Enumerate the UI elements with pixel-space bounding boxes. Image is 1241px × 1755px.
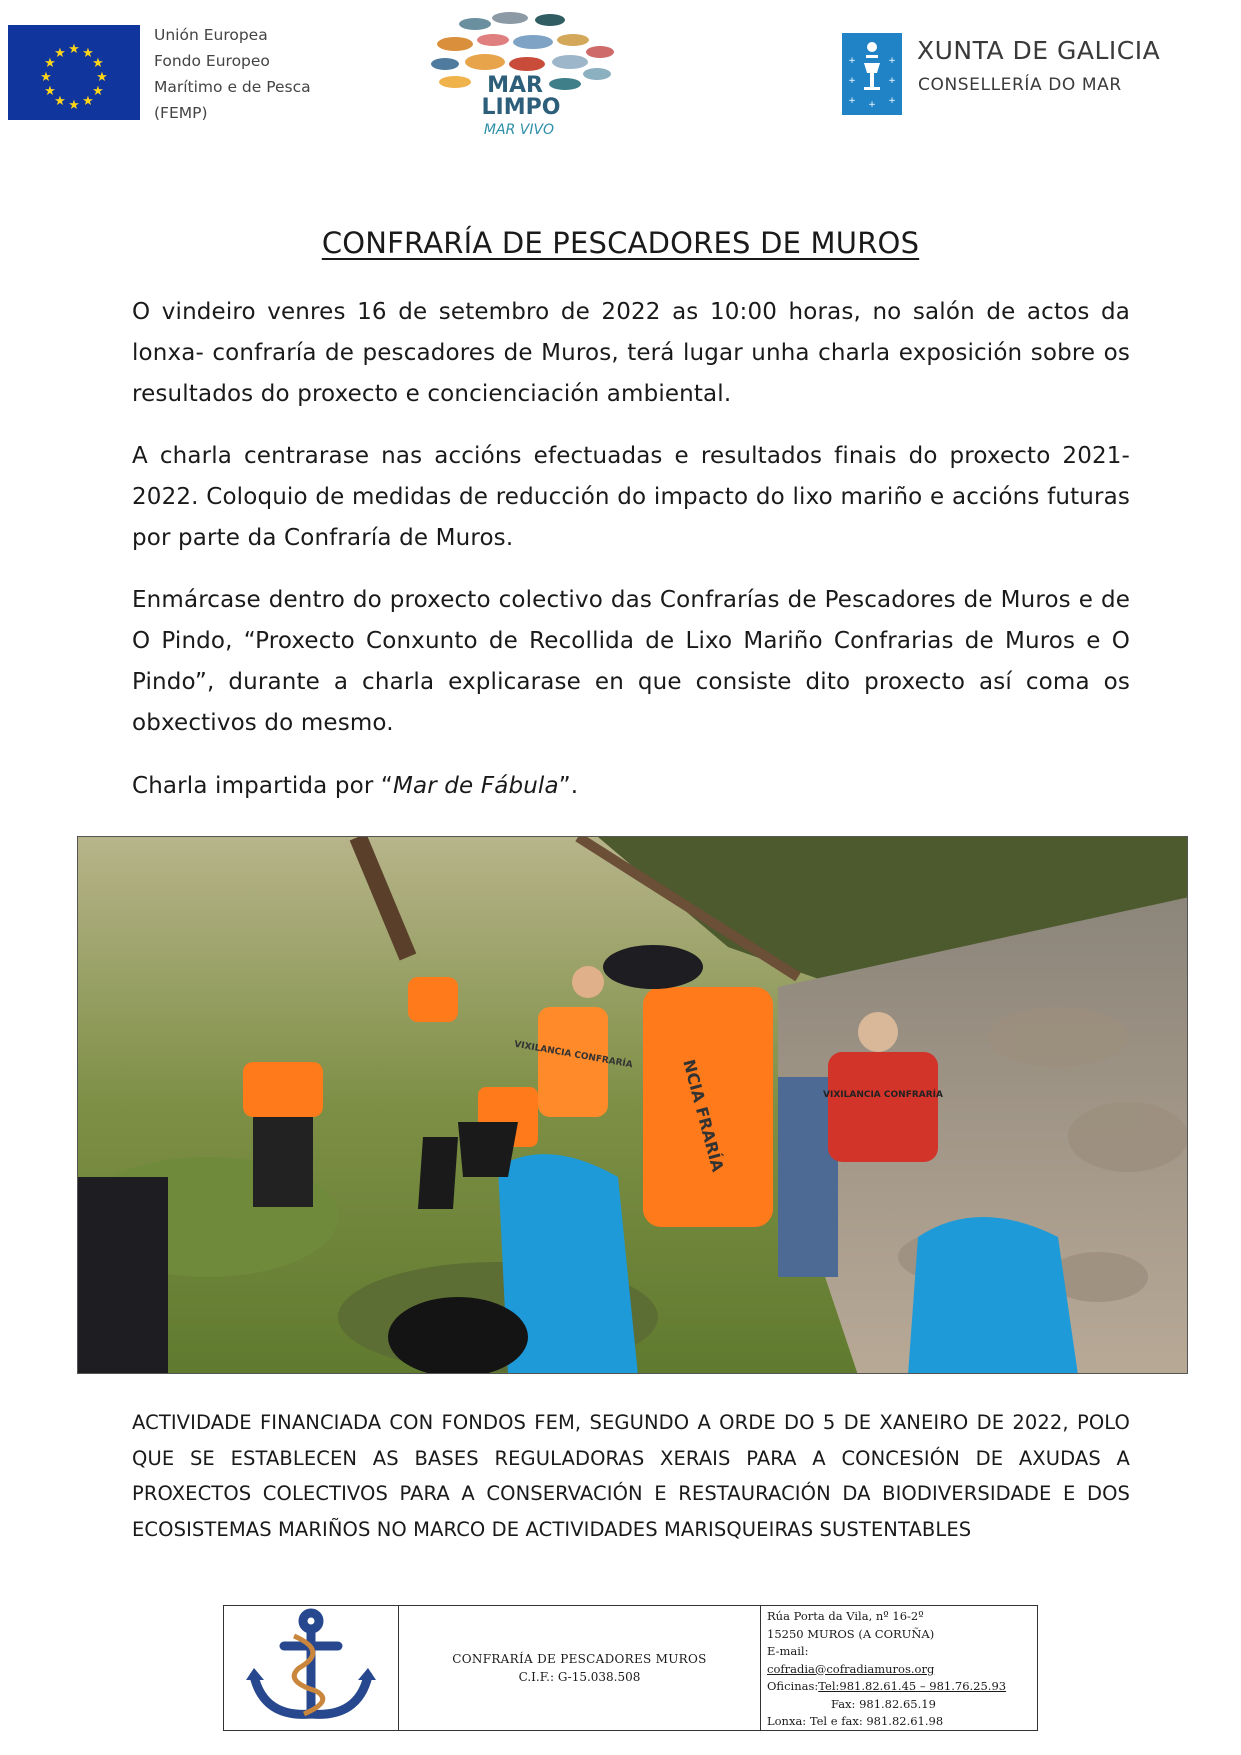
footer-address-line-1: Rúa Porta da Vila, nº 16-2º	[767, 1609, 924, 1623]
footer-fax: Fax: 981.82.65.19	[831, 1696, 936, 1711]
eu-stars-icon	[8, 25, 140, 120]
svg-text:+: +	[848, 76, 856, 86]
paragraph-project-context: Enmárcase dentro do proxecto colectivo das Confrarías de Pescadores de Muros e de O Pindo, “Proxecto Conxunto de Recollida de Lixo Mariño Confrarias de Muros e O Pindo”, durante a charla explicarase en que consiste dito proxecto así coma os obxectivos do mesmo.	[132, 587, 1130, 736]
eu-text-line-2: Fondo Europeo	[154, 52, 270, 70]
mar-limpo-line2: LIMPO	[481, 95, 561, 120]
svg-text:★: ★	[54, 94, 66, 109]
footer-lonxa: Lonxa: Tel e fax: 981.82.61.98	[767, 1714, 944, 1728]
svg-text:★: ★	[92, 84, 104, 99]
footer-oficinas-phone: Tel:981.82.61.45 – 981.76.25.93	[818, 1679, 1007, 1693]
page-title: CONFRARÍA DE PESCADORES DE MUROS	[321, 226, 920, 260]
vest-text-2: NCIA FRARÍA	[679, 1057, 728, 1174]
paragraph-announcement: O vindeiro venres 16 de setembro de 2022 as 10:00 horas, no salón de actos da lonxa- confraría de pescadores de Muros, terá lugar unha charla exposición sobre os resultados do proxecto e concienciación ambiental.	[132, 299, 1130, 407]
svg-text:+: +	[888, 76, 896, 86]
speaker-prefix: Charla impartida por “	[132, 773, 393, 799]
vest-text-3: VIXILANCIA CONFRARÍA	[823, 1090, 943, 1100]
speaker-suffix: ”.	[558, 773, 579, 799]
paragraph-talk-topics: A charla centrarase nas accións efectuadas e resultados finais do proxecto 2021-2022. Coloquio de medidas de reducción do impacto do lixo mariño e accións futuras por parte da Confraría de Muros.	[132, 443, 1130, 551]
xunta-title: XUNTA DE GALICIA	[917, 36, 1161, 65]
svg-text:★: ★	[40, 70, 52, 85]
galicia-shield-icon	[842, 33, 902, 115]
footer-org-cell	[399, 1606, 761, 1730]
eu-text-line-4: (FEMP)	[154, 104, 208, 122]
eu-fund-text	[154, 22, 311, 126]
paragraph-speaker	[132, 766, 1130, 807]
footer-oficinas-label: Oficinas:	[767, 1679, 819, 1693]
mar-limpo-logo	[415, 2, 630, 142]
footer-cif: C.I.F.: G-15.038.508	[518, 1670, 641, 1684]
svg-text:+: +	[848, 56, 856, 66]
svg-text:★: ★	[44, 56, 56, 71]
svg-text:★: ★	[92, 56, 104, 71]
svg-text:★: ★	[68, 42, 80, 57]
mar-limpo-line1: MAR	[487, 73, 543, 98]
footer-email-link[interactable]: cofradia@cofradiamuros.org	[767, 1661, 935, 1676]
beach-cleanup-photo	[77, 836, 1188, 1374]
svg-text:+: +	[888, 56, 896, 66]
xunta-subtitle: CONSELLERÍA DO MAR	[918, 75, 1122, 95]
eu-text-line-3: Marítimo e de Pesca	[154, 78, 311, 96]
anchor-icon	[224, 1606, 399, 1730]
svg-text:★: ★	[54, 46, 66, 61]
footer-address-cell	[761, 1606, 1037, 1730]
footer-org-name: CONFRARÍA DE PESCADORES MUROS	[452, 1652, 707, 1666]
svg-text:★: ★	[44, 84, 56, 99]
footer-address-line-2: 15250 MUROS (A CORUÑA)	[767, 1626, 935, 1641]
svg-text:+: +	[848, 96, 856, 106]
vest-text-1: VIXILANCIA CONFRARÍA	[513, 1039, 634, 1071]
svg-text:★: ★	[96, 70, 108, 85]
eu-text-line-1: Unión Europea	[154, 26, 268, 44]
footer-contact-table	[223, 1605, 1038, 1731]
eu-flag-logo	[8, 25, 140, 120]
svg-text:★: ★	[82, 46, 94, 61]
funding-notice: ACTIVIDADE FINANCIADA CON FONDOS FEM, SEGUNDO A ORDE DO 5 DE XANEIRO DE 2022, POLO QUE SE ESTABLECEN AS BASES REGULADORAS XERAIS PARA A CONCESIÓN DE AXUDAS A PROXECTOS COLECTIVOS PARA A CONSERVACIÓN E RESTAURACIÓN DA BIODIVERSIDADE E DOS ECOSISTEMAS MARIÑOS NO MARCO DE ACTIVIDADES MARISQUEIRAS SUSTENTABLES	[132, 1411, 1130, 1541]
speaker-name: Mar de Fábula	[393, 773, 559, 799]
svg-text:★: ★	[82, 94, 94, 109]
svg-text:+: +	[888, 96, 896, 106]
footer-logo-cell	[224, 1606, 399, 1730]
footer-email-label: E-mail:	[767, 1644, 809, 1658]
mar-limpo-tagline: MAR VIVO	[483, 122, 555, 138]
svg-text:★: ★	[68, 98, 80, 113]
svg-text:+: +	[868, 100, 876, 110]
xunta-emblem	[842, 33, 902, 115]
